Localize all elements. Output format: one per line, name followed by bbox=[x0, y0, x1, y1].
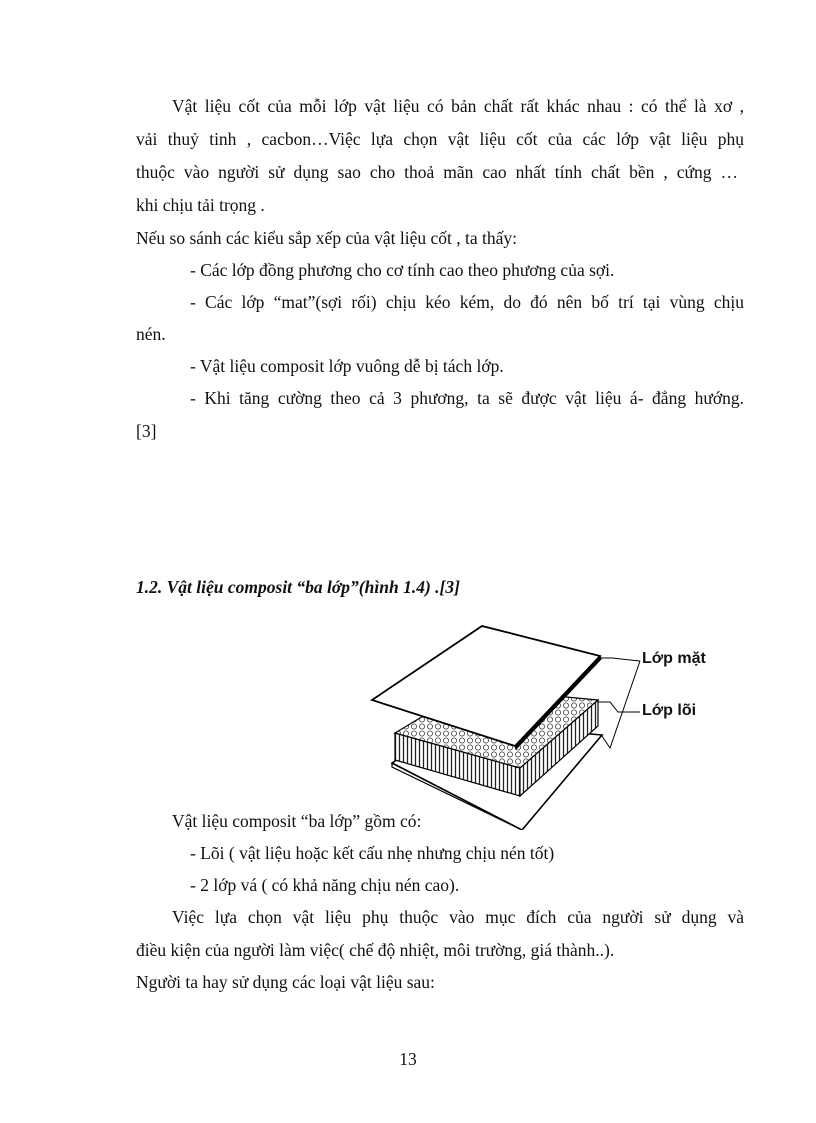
leader-top-bottom bbox=[602, 661, 640, 748]
selection-line2: điều kiện của người làm việc( chế độ nhiệt, môi trường, giá thành..). bbox=[136, 940, 615, 960]
section-heading: 1.2. Vật liệu composit “ba lớp”(hình 1.4) .[3] bbox=[136, 577, 460, 597]
label-top-skin: Lớp mặt bbox=[642, 650, 706, 667]
bullet-square: - Vật liệu composit lớp vuông dễ bị tách lớp. bbox=[190, 356, 504, 376]
reference-3: [3] bbox=[136, 421, 157, 441]
bullet-isotropic: - Các lớp đồng phương cho cơ tính cao theo phương của sợi. bbox=[190, 260, 615, 280]
item-core: - Lõi ( vật liệu hoặc kết cấu nhẹ nhưng chịu nén tốt) bbox=[190, 843, 555, 863]
page-number: 13 bbox=[399, 1049, 417, 1069]
item-skins: - 2 lớp vá ( có khả năng chịu nén cao). bbox=[190, 875, 460, 895]
label-core: Lớp lõi bbox=[642, 702, 697, 719]
paragraph1-line3: thuộc vào người sử dụng sao cho thoả mãn cao nhất tính chất bền , cứng … bbox=[136, 162, 738, 182]
bullet-3d: - Khi tăng cường theo cả 3 phương, ta sẽ được vật liệu á- đẳng hướng. bbox=[190, 388, 744, 408]
bullet-mat: - Các lớp “mat”(sợi rối) chịu kéo kém, do đó nên bố trí tại vùng chịu bbox=[190, 292, 744, 312]
selection-line1: Việc lựa chọn vật liệu phụ thuộc vào mục đích của người sử dụng và bbox=[172, 907, 744, 927]
bullet-mat-cont: nén. bbox=[136, 324, 166, 344]
paragraph1-line2: vải thuỷ tinh , cacbon…Việc lựa chọn vật liệu cốt của các lớp vật liệu phụ bbox=[136, 129, 744, 149]
closing-line: Người ta hay sử dụng các loại vật liệu sau: bbox=[136, 972, 435, 992]
compare-intro: Nếu so sánh các kiểu sắp xếp của vật liệu cốt , ta thấy: bbox=[136, 228, 517, 248]
leader-top bbox=[600, 658, 640, 661]
paragraph1-line4: khi chịu tải trọng . bbox=[136, 195, 265, 215]
paragraph1-line1: Vật liệu cốt của mỗi lớp vật liệu có bản chất rất khác nhau : có thể là xơ , bbox=[172, 96, 744, 116]
sandwich-intro: Vật liệu composit “ba lớp” gồm có: bbox=[172, 811, 422, 831]
leader-core bbox=[598, 702, 640, 712]
sandwich-figure bbox=[370, 618, 720, 830]
